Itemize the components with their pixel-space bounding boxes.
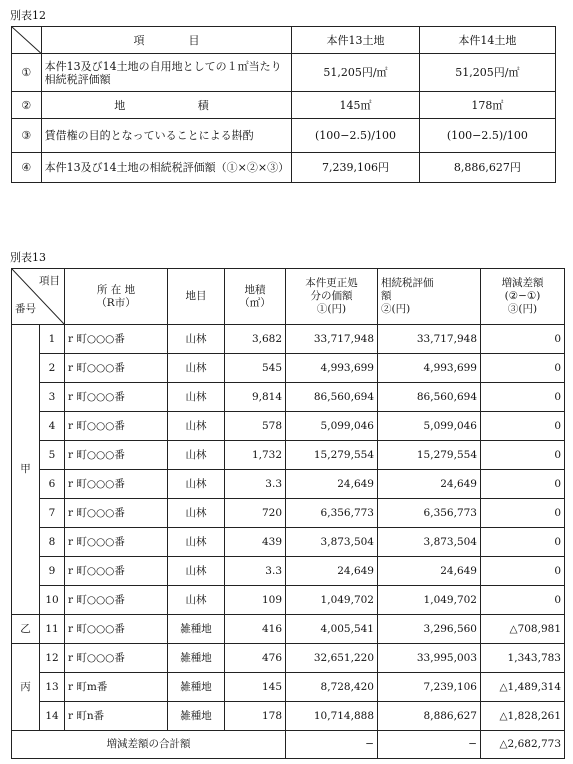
table13-row-location: r 町○○○番 [65,412,168,441]
table13-row-area: 109 [225,586,286,615]
table13-row-assessed: 4,005,541 [286,615,378,644]
table13-row-inheritance: 4,993,699 [378,354,481,383]
table13-row-assessed: 6,356,773 [286,499,378,528]
table13-row-diff: 0 [481,383,565,412]
table12-caption: 別表12 [10,9,46,22]
table13-row-category: 雑種地 [168,702,225,731]
table13-row-assessed: 1,049,702 [286,586,378,615]
table12-header-item: 項 目 [41,27,292,54]
table12-row-number: ① [12,54,42,92]
table13-row-diff: 0 [481,441,565,470]
table13-row-category: 山林 [168,441,225,470]
table13-row-diff: 0 [481,412,565,441]
table13-corner [12,269,65,325]
table13-row-diff: 0 [481,470,565,499]
table13-row-location: r 町○○○番 [65,325,168,354]
table13-row-number: 1 [40,325,65,354]
table13-row-diff: 0 [481,528,565,557]
table12-row-land14: 51,205円/㎡ [419,54,555,92]
table13-row-assessed: 24,649 [286,557,378,586]
table13-row-assessed: 33,717,948 [286,325,378,354]
table12-row-land14: 8,886,627円 [419,153,555,183]
table13-row-location: r 町○○○番 [65,644,168,673]
table13-row-number: 8 [40,528,65,557]
table13-row [12,470,565,499]
table13-row-area: 178 [225,702,286,731]
table13-row-diff: △1,489,314 [481,673,565,702]
table13-total-inheritance: − [378,731,481,759]
table13-row-number: 11 [40,615,65,644]
table13-row-diff: 0 [481,499,565,528]
table13-row-area: 416 [225,615,286,644]
table13-row-category: 雑種地 [168,615,225,644]
table13-row-inheritance: 1,049,702 [378,586,481,615]
table13-row-area: 439 [225,528,286,557]
table13-corner-top: 項目 [39,275,60,287]
table13-row-area: 145 [225,673,286,702]
table13-total-row [12,731,565,759]
table13-row-location: r 町○○○番 [65,557,168,586]
table13-row-number: 2 [40,354,65,383]
table12-row [12,153,556,183]
table13-row-inheritance: 7,239,106 [378,673,481,702]
table13-row [12,586,565,615]
table13-row-number: 9 [40,557,65,586]
table13-row-area: 545 [225,354,286,383]
table12-row-number: ③ [12,119,42,153]
table13-row-category: 山林 [168,557,225,586]
table13-row-category: 山林 [168,586,225,615]
table13-row [12,528,565,557]
table13-row-assessed: 32,651,220 [286,644,378,673]
table12-row-number: ② [12,92,42,119]
table13-row-category: 山林 [168,470,225,499]
table13-row-inheritance: 33,717,948 [378,325,481,354]
table13-group-label: 丙 [12,644,40,731]
table13-corner-bottom: 番号 [15,303,36,315]
table13-row-category: 雑種地 [168,644,225,673]
table13-row-area: 720 [225,499,286,528]
table13-row-inheritance: 8,886,627 [378,702,481,731]
table13-caption: 別表13 [10,251,46,264]
table13-row [12,557,565,586]
table13-row-category: 山林 [168,412,225,441]
table13-group-label: 乙 [12,615,40,644]
table12-row-land13: 51,205円/㎡ [292,54,419,92]
table13-row [12,412,565,441]
table12-row [12,54,556,92]
table13-row-location: r 町n番 [65,702,168,731]
table13-row-location: r 町○○○番 [65,615,168,644]
table13-row-diff: 0 [481,586,565,615]
table13-row-inheritance: 3,296,560 [378,615,481,644]
table13-row-number: 12 [40,644,65,673]
table13-total-label: 増減差額の合計額 [12,731,286,759]
table13-row-diff: △708,981 [481,615,565,644]
table13-row [12,673,565,702]
table13-row-inheritance: 24,649 [378,557,481,586]
table12-header-land13: 本件13土地 [292,27,419,54]
table13-row-location: r 町○○○番 [65,528,168,557]
table13-total-assessed: − [286,731,378,759]
table13-row-area: 1,732 [225,441,286,470]
table13-row-category: 雑種地 [168,673,225,702]
table13-row [12,499,565,528]
table13-row [12,441,565,470]
table13-row-category: 山林 [168,499,225,528]
table13-row [12,354,565,383]
table13-row-assessed: 10,714,888 [286,702,378,731]
table13-row-location: r 町○○○番 [65,470,168,499]
table13-row-number: 5 [40,441,65,470]
table13-row-number: 4 [40,412,65,441]
table13-row-inheritance: 33,995,003 [378,644,481,673]
table13-row-number: 13 [40,673,65,702]
table13-row-category: 山林 [168,354,225,383]
table13-row [12,383,565,412]
table12-row-number: ④ [12,153,42,183]
table13-row-assessed: 5,099,046 [286,412,378,441]
table12-row-land13: (100−2.5)/100 [292,119,419,153]
table13-header-inheritance: 相続税評価 額 ②(円) [378,269,481,325]
table12-row-land13: 145㎡ [292,92,419,119]
table13-row-assessed: 8,728,420 [286,673,378,702]
table13-row-assessed: 3,873,504 [286,528,378,557]
table13-row [12,702,565,731]
table13-row-inheritance: 15,279,554 [378,441,481,470]
table12-row-land14: (100−2.5)/100 [419,119,555,153]
table13-row-area: 3.3 [225,557,286,586]
table12-row-item: 本件13及び14土地の自用地としての１㎡当たり相続税評価額 [41,54,292,92]
table13-row-area: 476 [225,644,286,673]
table13-row-inheritance: 86,560,694 [378,383,481,412]
table13-row-assessed: 24,649 [286,470,378,499]
table13-row-location: r 町○○○番 [65,354,168,383]
table13-row-number: 14 [40,702,65,731]
table13-row-area: 9,814 [225,383,286,412]
table13-row-diff: 0 [481,557,565,586]
table13-row-diff: △1,828,261 [481,702,565,731]
table13-row [12,615,565,644]
table13-row-number: 3 [40,383,65,412]
table13-row-location: r 町○○○番 [65,586,168,615]
table12-row-item: 本件13及び14土地の相続税評価額（①×②×③） [41,153,292,183]
table12-corner [12,27,42,54]
table13-row-assessed: 86,560,694 [286,383,378,412]
table13-row-diff: 1,343,783 [481,644,565,673]
table13-row-location: r 町m番 [65,673,168,702]
table13-row-location: r 町○○○番 [65,499,168,528]
table12-row-land14: 178㎡ [419,92,555,119]
table13-header-diff: 増減差額 (②−①) ③(円) [481,269,565,325]
table12-row-land13: 7,239,106円 [292,153,419,183]
table13-row-location: r 町○○○番 [65,441,168,470]
table13-row-inheritance: 6,356,773 [378,499,481,528]
table13-row-assessed: 4,993,699 [286,354,378,383]
table13-row [12,325,565,354]
table13-row-number: 7 [40,499,65,528]
table13-row-inheritance: 3,873,504 [378,528,481,557]
table13-row-number: 10 [40,586,65,615]
table12 [11,26,556,183]
table13-header-category: 地目 [168,269,225,325]
table13-row-number: 6 [40,470,65,499]
table12-row [12,119,556,153]
table13-row-category: 山林 [168,325,225,354]
table13-header-location: 所 在 地 （R市） [65,269,168,325]
table13-row-area: 578 [225,412,286,441]
table13-row-diff: 0 [481,354,565,383]
table13-header-area: 地積 （㎡） [225,269,286,325]
table13-row-diff: 0 [481,325,565,354]
table13-row-assessed: 15,279,554 [286,441,378,470]
table13-row [12,644,565,673]
table12-row-item: 賃借権の目的となっていることによる斟酌 [41,119,292,153]
table13-row-area: 3.3 [225,470,286,499]
table13-header-assessed: 本件更正処 分の価額 ①(円) [286,269,378,325]
table12-row-item: 地 積 [41,92,292,119]
table12-row [12,92,556,119]
table13-row-location: r 町○○○番 [65,383,168,412]
table13-row-area: 3,682 [225,325,286,354]
table13-row-inheritance: 5,099,046 [378,412,481,441]
table12-header-land14: 本件14土地 [419,27,555,54]
table13-row-category: 山林 [168,528,225,557]
table13-group-label: 甲 [12,325,40,615]
table13-total-diff: △2,682,773 [481,731,565,759]
table13-row-category: 山林 [168,383,225,412]
table13-row-inheritance: 24,649 [378,470,481,499]
table13 [11,268,565,759]
